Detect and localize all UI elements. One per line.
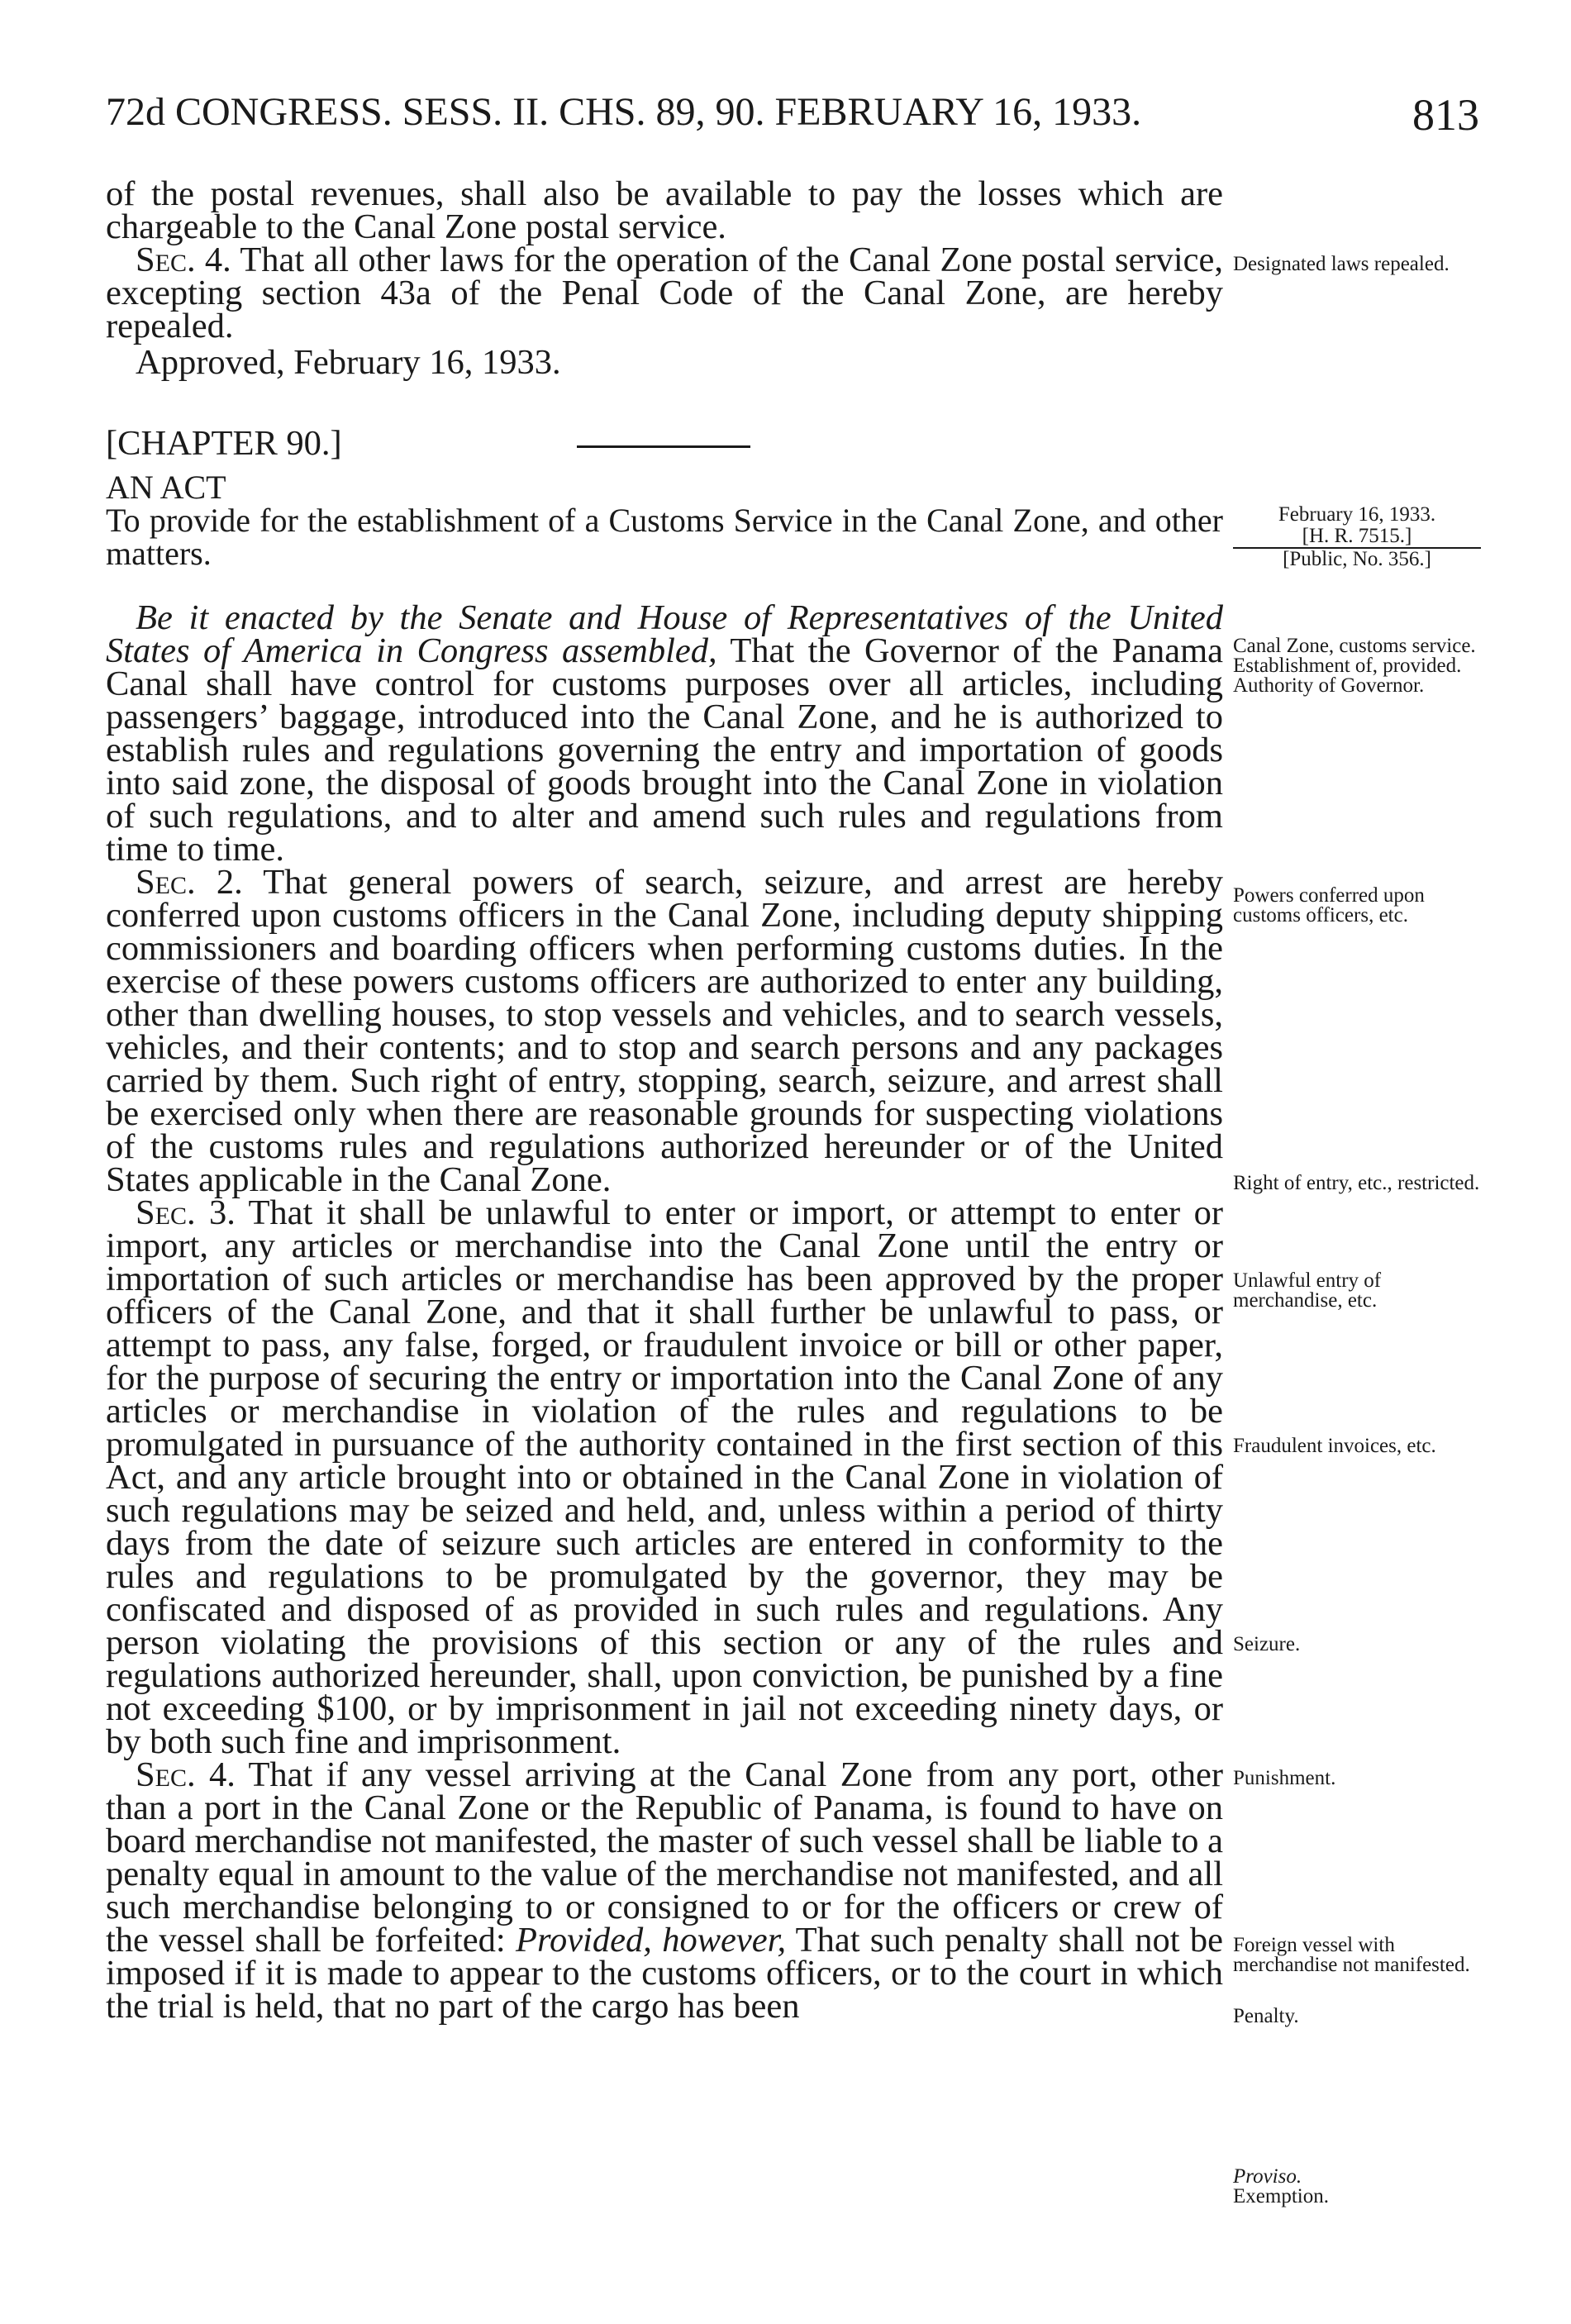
bill-info — [1233, 504, 1481, 570]
margin-note-foreign — [1233, 1936, 1489, 1975]
running-head: 72d CONGRESS. SESS. II. CHS. 89, 90. FEBRUARY 16, 1933. — [106, 90, 1142, 134]
page-header — [106, 89, 1479, 147]
margin-note-text — [1233, 2167, 1489, 2187]
margin-note-seizure — [1233, 1635, 1489, 1655]
paragraph-continuation: of the postal revenues, shall also be available to pay the losses which are chargeable to the Canal Zone postal service. — [106, 174, 1223, 246]
margin-note-powers — [1233, 886, 1489, 926]
approval-line: Approved, February 16, 1933. — [136, 343, 561, 382]
bill-hr-number: [H. R. 7515.] — [1233, 526, 1481, 549]
section-label: Sec. 4. — [136, 1755, 236, 1794]
section-label: Sec. 3. — [136, 1193, 236, 1232]
margin-note-text: Designated laws repealed. — [1233, 253, 1450, 275]
section-label: Sec. 2. — [136, 863, 243, 902]
section-text: That general powers of search, seizure, and arrest are hereby conferred upon customs officers in the Canal Zone, including deputy shipping commissioners and boarding officers when performing customs duties. In the exercise of these powers customs officers are authorized to enter any building, other than dwelling houses, to stop vessels and vehicles, and to search vessels, vehicles, and their contents; and to stop and search persons and any packages carried by them. Such right of entry, stopping, search, seizure, and arrest shall be exercised only when there are reasonable grounds for suspecting violations of the customs rules and regulations authorized hereunder or of the United States applicable in the Canal Zone. — [106, 863, 1223, 1199]
section-2-powers — [106, 863, 1223, 1199]
margin-note-text: Punishment. — [1233, 1767, 1336, 1789]
margin-note-right — [1233, 1174, 1489, 1193]
margin-note-text: Exemption. — [1233, 2185, 1329, 2207]
margin-note-text: Foreign vessel with merchandise not manifested. — [1233, 1934, 1470, 1976]
section-3-unlawful-entry — [106, 1193, 1223, 1761]
section-text: That it shall be unlawful to enter or import, or attempt to enter or import, any articles or merchandise into the Canal Zone until the entry or importation of such articles or merchandise has been approved by the proper officers of the Canal Zone, and that it shall further be unlawful to pass, or attempt to pass, any false, forged, or fraudulent invoice or bill or other paper, for the purpose of securing the entry or importation into the Canal Zone of any articles or merchandise in violation of the rules and regulations to be promulgated in pursuance of the authority contained in the first section of this Act, and any article brought into or obtained in the Canal Zone in violation of such regulations may be seized and held, and, unless within a period of thirty days from the date of seizure such articles are entered in conformity to the rules and regulations to be promulgated by the governor, they may be confiscated and disposed of as provided in such rules and regulations. Any person violating the provisions of this section or any of the rules and regulations authorized hereunder, shall, upon conviction, be punished by a fine not exceeding $100, or by imprisonment in jail not exceeding ninety days, or by both such fine and imprisonment. — [106, 1193, 1223, 1761]
margin-note-text: Authority of Governor. — [1233, 674, 1425, 697]
margin-note-text: Unlawful entry of merchandise, etc. — [1233, 1269, 1382, 1312]
section-label: Sec. 4. — [136, 240, 231, 279]
margin-note-text: Right of entry, etc., restricted. — [1233, 1172, 1480, 1194]
bill-date: February 16, 1933. — [1278, 503, 1436, 526]
section-text: That if any vessel arriving at the Canal Zone from any port, other than a port in the Canal Zone or the Republic of Panama, is found to have on board merchandise not manifested, the master of such vessel shall be liable to a penalty equal in amount to the value of the merchandise not manifested, and all such merchandise belonging to or consigned to or for the officers or crew of the vessel shall be forfeited: — [106, 1755, 1223, 1960]
proviso-phrase: Provided, however, — [516, 1921, 787, 1960]
divider-rule — [577, 445, 750, 448]
margin-note-punishment — [1233, 1769, 1489, 1788]
act-title: AN ACT — [106, 469, 226, 506]
margin-note-text: Canal Zone, customs service. — [1233, 635, 1476, 657]
proviso-label: Proviso. — [1233, 2165, 1302, 2188]
margin-note-text: Powers conferred upon customs officers, etc. — [1233, 884, 1425, 926]
enacting-clause: Be it enacted by the Senate and House of Representatives of the United States of America in Congress assembled, — [106, 598, 1223, 670]
margin-note-repealed — [1233, 255, 1489, 274]
margin-note-unlawful — [1233, 1271, 1489, 1311]
main-text — [106, 174, 1223, 2026]
section-text: That such penalty shall not be imposed if it is made to appear to the customs officers, or to the court in which the trial is held, that no part of the cargo has been — [106, 1921, 1223, 2026]
margin-note-penalty — [1233, 2007, 1489, 2026]
section-text: That the Governor of the Panama Canal shall have control for customs purposes over all articles, including passengers’ baggage, introduced into the Canal Zone, and he is authorized to establish rules and regulations governing the entry and importation of goods into said zone, the disposal of goods brought into the Canal Zone in violation of such regulations, and to alter and amend such rules and regulations from time to time. — [106, 631, 1223, 869]
margin-note-text: Penalty. — [1233, 2005, 1299, 2027]
section-4-repeal — [106, 240, 1223, 345]
margin-note-fraud — [1233, 1436, 1489, 1456]
margin-note-customs — [1233, 636, 1489, 696]
page-number: 813 — [1412, 90, 1479, 140]
margin-note-proviso — [1233, 2167, 1489, 2207]
chapter-heading: [CHAPTER 90.] — [106, 424, 342, 463]
section-1-establishment — [106, 598, 1223, 869]
bill-public-number: [Public, No. 356.] — [1283, 548, 1431, 570]
section-text: That all other laws for the operation of the Canal Zone postal service, excepting section 43a of the Penal Code of the Canal Zone, are hereby repealed. — [106, 240, 1223, 345]
act-purpose: To provide for the establishment of a Customs Service in the Canal Zone, and other matters. — [106, 502, 1223, 572]
margin-note-text: Seizure. — [1233, 1633, 1301, 1655]
margin-note-text: Establishment of, provided. — [1233, 655, 1462, 677]
margin-note-text: Fraudulent invoices, etc. — [1233, 1435, 1436, 1457]
section-4-foreign-vessel — [106, 1755, 1223, 2026]
